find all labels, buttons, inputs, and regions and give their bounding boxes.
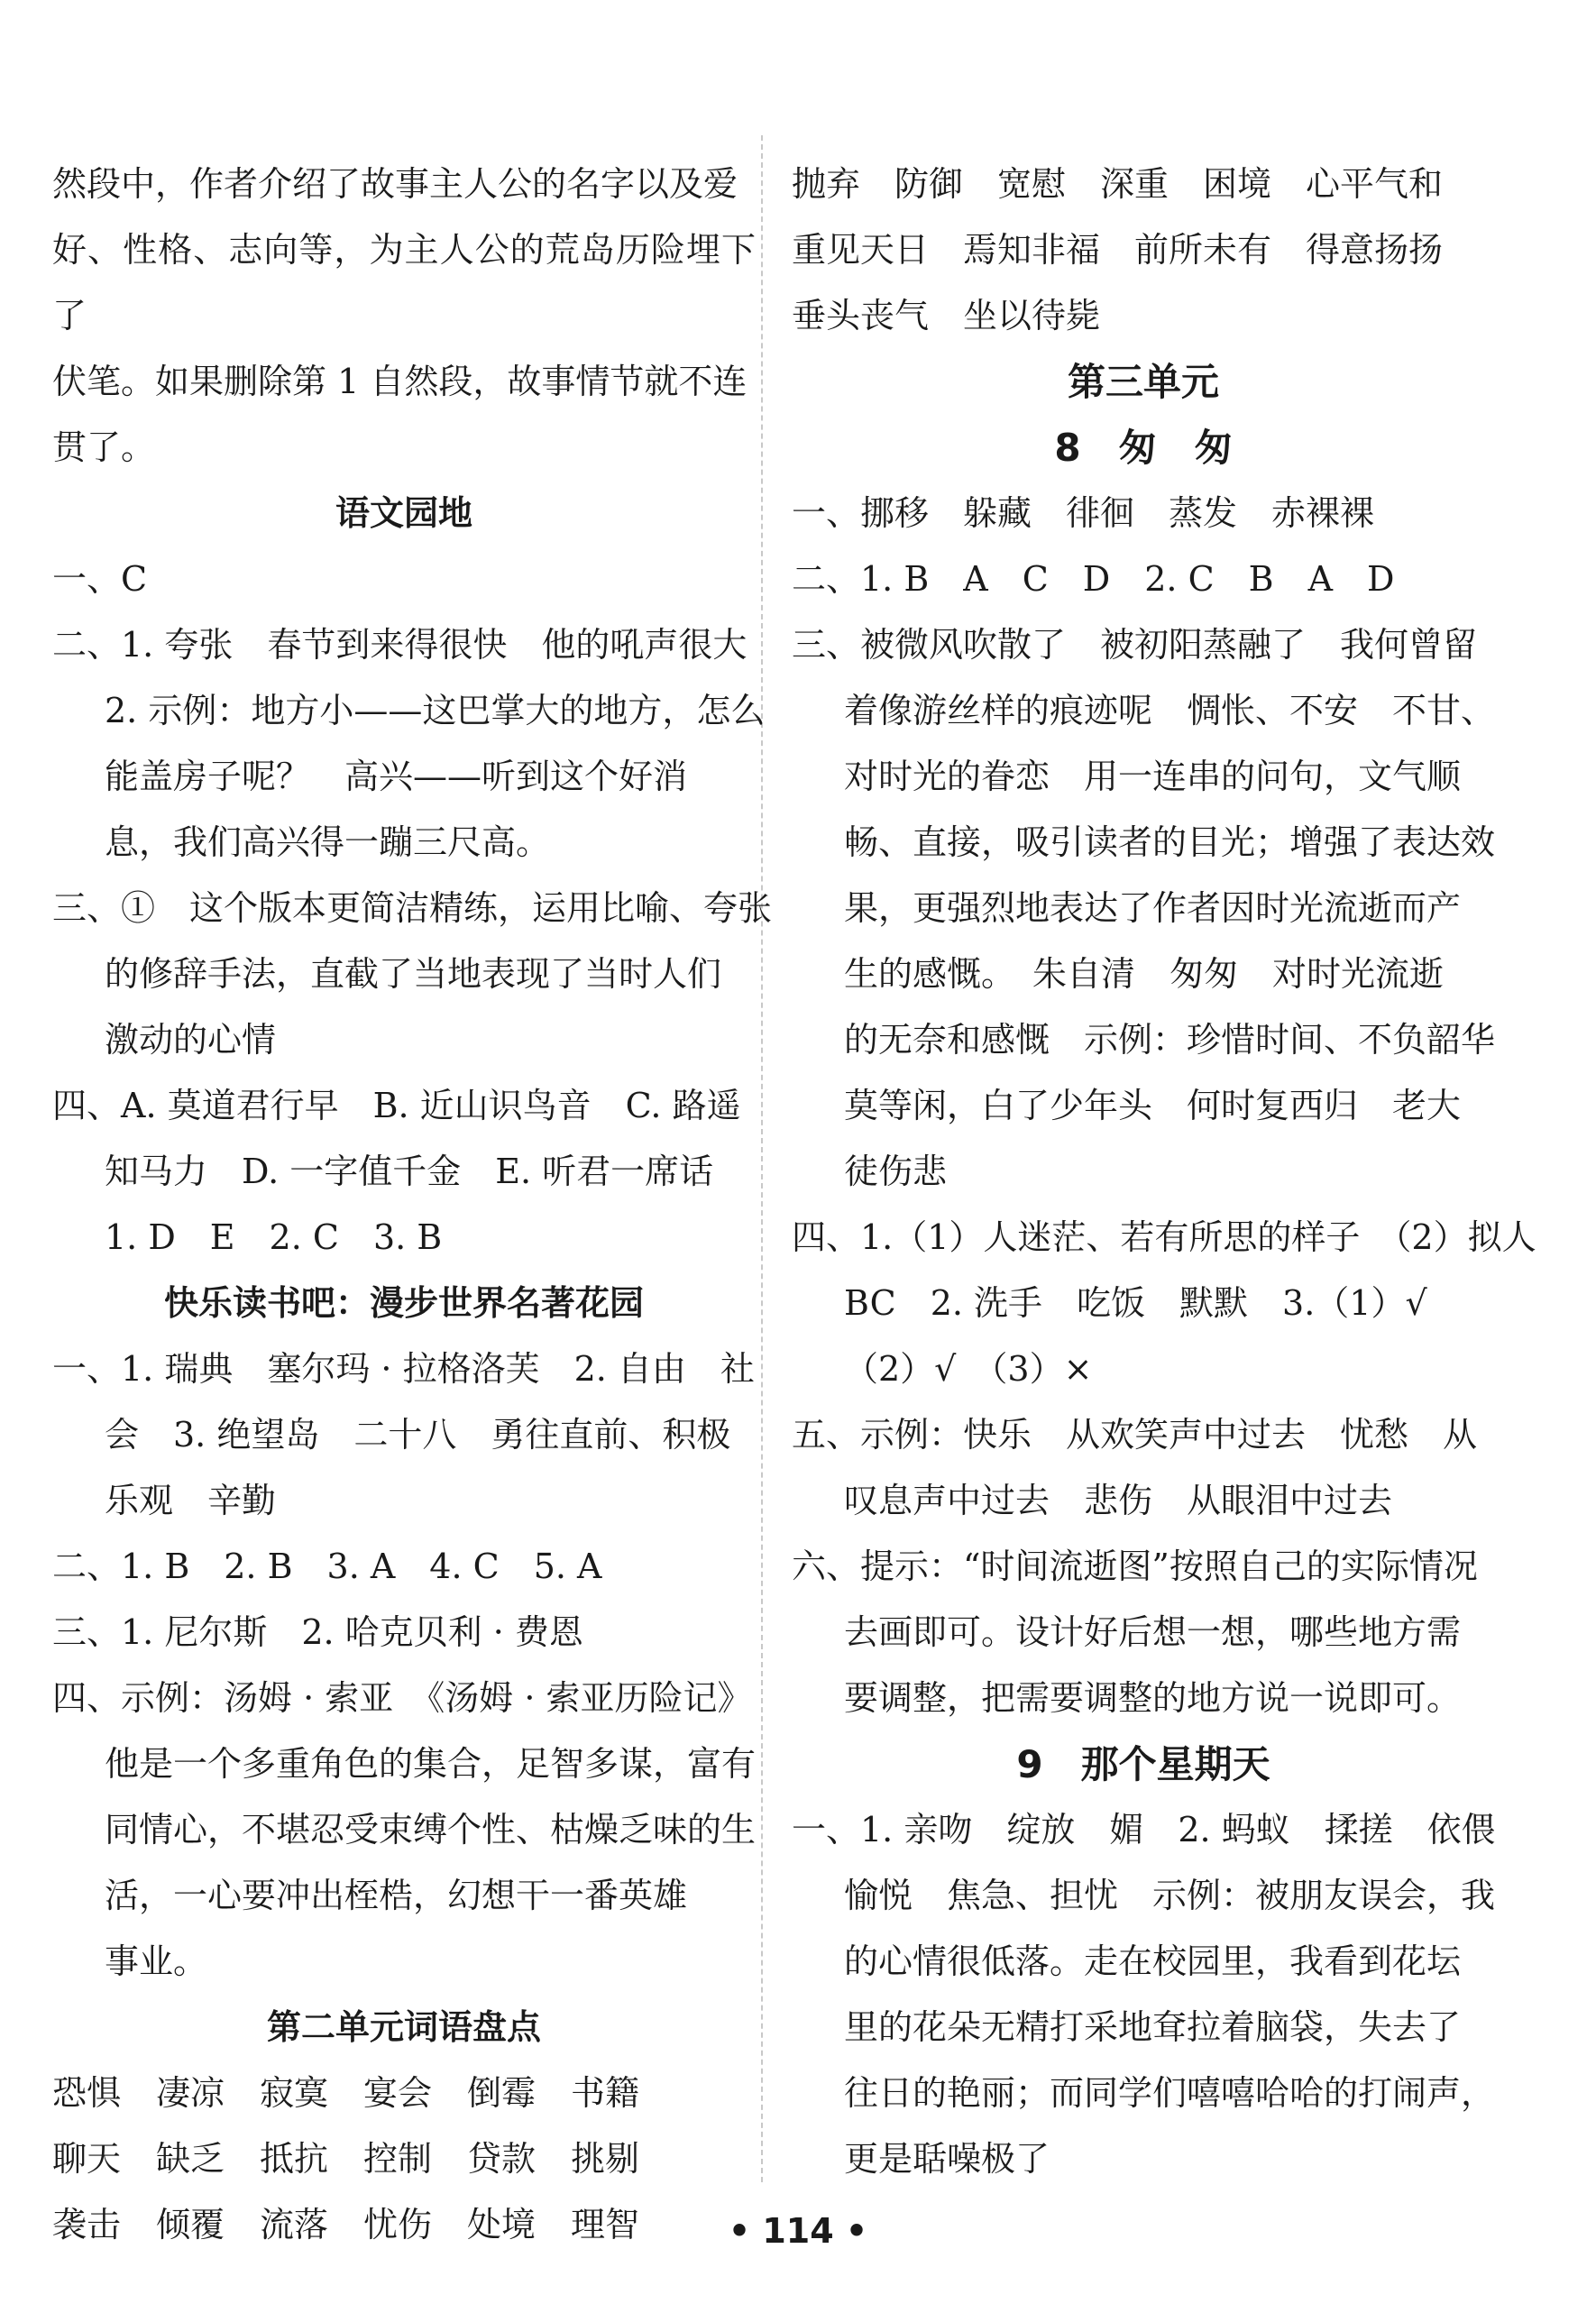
word: 倒霉 [467, 2073, 537, 2113]
answer-line: 二、1. 夸张 春节到来得很快 他的吼声很大 [52, 625, 748, 665]
answer-line: 2. 示例：地方小——这巴掌大的地方，怎么 [105, 691, 766, 730]
answer-line: 的无奈和感慨 示例：珍惜时间、不负韶华 [844, 1020, 1496, 1060]
answer-line: 四、A. 莫道君行早 B. 近山识鸟音 C. 路遥 [52, 1086, 741, 1125]
answer-line: 能盖房子呢？ 高兴——听到这个好消 [105, 757, 688, 796]
answer-line: 果，更强烈地表达了作者因时光流逝而产 [844, 888, 1462, 928]
answer-line: 更是聒噪极了 [844, 2139, 1050, 2179]
section-heading-yuwen-yuandi: 语文园地 [335, 493, 472, 533]
word-row [52, 2061, 756, 2126]
word-line: 垂头丧气 坐以待毙 [792, 296, 1101, 335]
answer-line: 一、1. 亲吻 绽放 媚 2. 蚂蚁 揉搓 依偎 [792, 1810, 1496, 1849]
answer-line: 会 3. 绝望岛 二十八 勇往直前、积极 [105, 1415, 731, 1455]
word: 贷款 [467, 2139, 537, 2179]
word: 处境 [467, 2205, 537, 2244]
answer-line: 三、被微风吹散了 被初阳蒸融了 我何曾留 [792, 625, 1478, 665]
answer-line: 知马力 D. 一字值千金 E. 听君一席话 [105, 1152, 714, 1191]
word: 缺乏 [156, 2139, 225, 2179]
word: 凄凉 [156, 2073, 225, 2113]
text-line: 然段中，作者介绍了故事主人公的名字以及爱 [52, 164, 738, 204]
answer-line: 去画即可。设计好后想一想，哪些地方需 [844, 1612, 1462, 1652]
answer-line: 一、挪移 躲藏 徘徊 蒸发 赤裸裸 [792, 493, 1375, 533]
answer-line: BC 2. 洗手 吃饭 默默 3.（1）√ [844, 1283, 1427, 1323]
answer-line: 一、1. 瑞典 塞尔玛 · 拉格洛芙 2. 自由 社 [52, 1349, 755, 1389]
word: 抵抗 [260, 2139, 329, 2179]
word-line: 抛弃 防御 宽慰 深重 困境 心平气和 [792, 164, 1444, 204]
answer-line: 三、① 这个版本更简洁精练，运用比喻、夸张 [52, 888, 773, 928]
answer-line: 着像游丝样的痕迹呢 惆怅、不安 不甘、 [844, 691, 1496, 730]
answer-line: 的修辞手法，直截了当地表现了当时人们 [105, 954, 722, 994]
answer-line: 1. D E 2. C 3. B [105, 1217, 443, 1257]
right-column [792, 151, 1536, 2192]
answer-line: 一、C [52, 559, 148, 599]
word: 书籍 [571, 2073, 640, 2113]
word-row [52, 2126, 756, 2192]
answer-line: 要调整，把需要调整的地方说一说即可。 [844, 1678, 1462, 1718]
word: 倾覆 [156, 2205, 225, 2244]
word: 流落 [260, 2205, 329, 2244]
column-divider [761, 135, 763, 2182]
answer-line: 叹息声中过去 悲伤 从眼泪中过去 [844, 1481, 1393, 1520]
lesson-heading-congcong: 8 匆 匆 [1054, 426, 1233, 470]
answer-line: 他是一个多重角色的集合，足智多谋，富有 [105, 1744, 757, 1784]
word: 寂寞 [260, 2073, 329, 2113]
word: 袭击 [52, 2205, 122, 2244]
answer-line: 乐观 辛勤 [105, 1481, 277, 1520]
word-line: 重见天日 焉知非福 前所未有 得意扬扬 [792, 230, 1444, 270]
section-heading-ciyu-pandian: 第二单元词语盘点 [266, 2007, 541, 2047]
section-heading-kuaile-dushuba: 快乐读书吧：漫步世界名著花园 [163, 1283, 644, 1323]
answer-line: 里的花朵无精打采地耷拉着脑袋，失去了 [844, 2007, 1462, 2047]
answer-line: 往日的艳丽；而同学们嘻嘻哈哈的打闹声， [844, 2073, 1496, 2113]
answer-line: 三、1. 尼尔斯 2. 哈克贝利 · 费恩 [52, 1612, 583, 1652]
answer-line: 激动的心情 [105, 1020, 277, 1060]
word: 宴会 [363, 2073, 433, 2113]
answer-line: 徒伤悲 [844, 1152, 948, 1191]
answer-line: 的心情很低落。走在校园里，我看到花坛 [844, 1941, 1462, 1981]
answer-line: 四、示例：汤姆 · 索亚 《汤姆 · 索亚历险记》 [52, 1678, 752, 1718]
answer-line: 五、示例：快乐 从欢笑声中过去 忧愁 从 [792, 1415, 1478, 1455]
answer-line: （2）√ （3）× [844, 1349, 1093, 1389]
answer-line: 四、1.（1）人迷茫、若有所思的样子 （2）拟人 [792, 1217, 1536, 1257]
word: 控制 [363, 2139, 433, 2179]
page-number: • 114 • [728, 2211, 868, 2251]
left-column [52, 151, 773, 2258]
answer-line: 活，一心要冲出桎梏，幻想干一番英雄 [105, 1876, 688, 1915]
lesson-heading-nage-xingqitian: 9 那个星期天 [1016, 1742, 1270, 1786]
answer-line: 息，我们高兴得一蹦三尺高。 [105, 822, 551, 862]
answer-line: 对时光的眷恋 用一连串的问句，文气顺 [844, 757, 1462, 796]
text-line: 伏笔。如果删除第 1 自然段，故事情节就不连 [52, 362, 748, 401]
word: 理智 [571, 2205, 640, 2244]
unit-heading: 第三单元 [1067, 360, 1219, 404]
word: 恐惧 [52, 2073, 122, 2113]
answer-line: 二、1. B A C D 2. C B A D [792, 559, 1395, 599]
answer-line: 事业。 [105, 1941, 208, 1981]
answer-line: 生的感慨。 朱自清 匆匆 对时光流逝 [844, 954, 1445, 994]
word: 忧伤 [363, 2205, 433, 2244]
answer-line: 畅、直接，吸引读者的目光；增强了表达效 [844, 822, 1496, 862]
text-line: 贯了。 [52, 427, 156, 467]
answer-line: 愉悦 焦急、担忧 示例：被朋友误会，我 [844, 1876, 1496, 1915]
answer-line: 莫等闲，白了少年头 何时复西归 老大 [844, 1086, 1462, 1125]
answer-line: 六、提示：“时间流逝图”按照自己的实际情况 [792, 1547, 1478, 1586]
answer-line: 二、1. B 2. B 3. A 4. C 5. A [52, 1547, 602, 1586]
word: 聊天 [52, 2139, 122, 2179]
text-line: 好、性格、志向等，为主人公的荒岛历险埋下了 [52, 230, 756, 335]
answer-line: 同情心，不堪忍受束缚个性、枯燥乏味的生 [105, 1810, 757, 1849]
word: 挑剔 [571, 2139, 640, 2179]
